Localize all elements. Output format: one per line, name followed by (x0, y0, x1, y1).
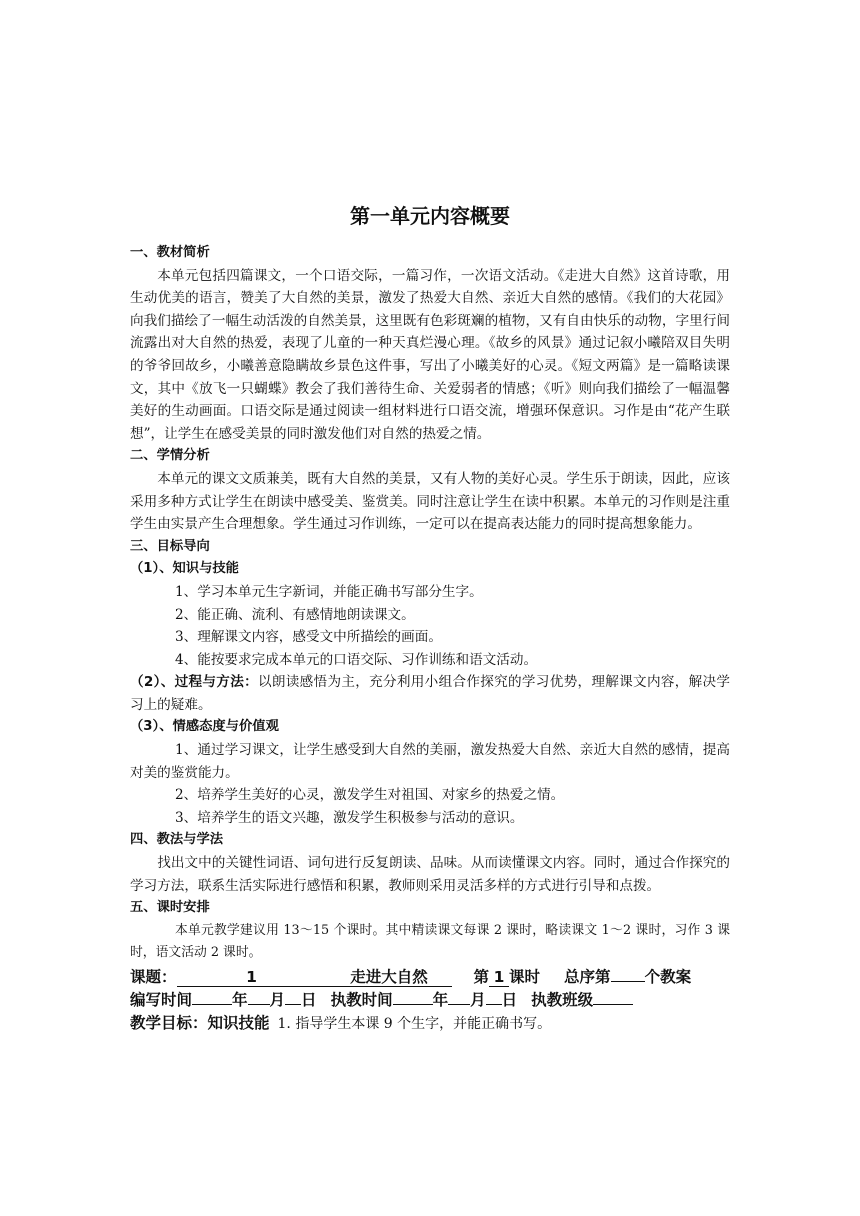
goal-emotion-heading: （3）、情感态度与价值观 (130, 719, 279, 735)
section-schedule-paragraph: 本单元教学建议用 13～15 个课时。其中精读课文每课 2 课时，略读课文 1～2 课时，习作 3 课时，语文活动 2 课时。 (130, 922, 730, 960)
goal-knowledge-heading: （1）、知识与技能 (130, 561, 239, 577)
section-heading-schedule: 五、课时安排 (130, 900, 210, 916)
section-heading-students: 二、学情分析 (130, 448, 210, 464)
goal-label: 教学目标：知识技能 (130, 1013, 270, 1032)
goal-process-paragraph (130, 671, 730, 716)
document-body (130, 242, 730, 1036)
goal-knowledge-item: 2、能正确、流利、有感情地朗读课文。 (175, 606, 415, 623)
section-heading-methods: 四、教法与学法 (130, 832, 224, 848)
teach-time-label: 执教时间 (330, 990, 393, 1009)
page-title: 第一单元内容概要 (350, 204, 510, 228)
write-year-label: 年 (232, 990, 248, 1009)
teach-day-blank (486, 1004, 502, 1005)
section-methods-paragraph: 找出文中的关键性词语、词句进行反复朗读、品味。从而读懂课文内容。同时，通过合作探究的学习方法，联系生活实际进行感悟和积累，教师则采用灵活多样的方式进行引导和点拨。 (130, 855, 730, 894)
write-year-blank (192, 1004, 232, 1005)
teach-day-label: 日 (501, 990, 518, 1009)
goal-text: 1. 指导学生本课 9 个生字，并能正确书写。 (277, 1015, 552, 1032)
goal-process-label: （2）、过程与方法： (130, 674, 258, 691)
goal-emotion-item: 1、通过学习课文，让学生感受到大自然的美丽，激发热爱大自然、亲近大自然的感情，提高对美的鉴赏能力。 (130, 742, 730, 781)
section-heading-goals: 三、目标导向 (130, 538, 210, 554)
lesson-order-prefix: 第 (473, 967, 490, 986)
section-textbook-paragraph: 本单元包括四篇课文，一个口语交际，一篇习作，一次语文活动。《走进大自然》这首诗歌，用生动优美的语言，赞美了大自然的美景，激发了热爱大自然、亲近大自然的感情。《我们的大花园》向我们描绘了一幅生动活泼的自然美景，这里既有色彩斑斓的植物，又有自由快乐的动物，字里行间流露出对大自然的热爱，表现了儿童的一种天真烂漫心理。《故乡的风景》通过记叙小曦陪双目失明的爷爷回故乡，小曦善意隐瞒故乡景色这件事，写出了小曦美好的心灵。《短文两篇》是一篇略读课文，其中《放飞一只蝴蝶》教会了我们善待生命、关爱弱者的情感；《听》则向我们描绘了一幅温馨美好的生动画面。口语交际是通过阅读一组材料进行口语交流，增强环保意识。习作是由“花产生联想”，让学生在感受美景的同时激发他们对自然的热爱之情。 (130, 267, 730, 442)
lesson-sequence-prefix: 总序第 (564, 967, 611, 986)
goal-knowledge-item: 3、理解课文内容，感受文中所描绘的画面。 (175, 629, 442, 646)
teach-year-blank (393, 1004, 433, 1005)
goal-emotion-item: 3、培养学生的语文兴趣，激发学生积极参与活动的意识。 (175, 809, 524, 826)
lesson-order-suffix: 课时 (509, 967, 541, 986)
write-month-blank (248, 1004, 270, 1005)
goal-knowledge-item: 1、学习本单元生字新词，并能正确书写部分生字。 (175, 583, 483, 600)
lesson-label: 课题： (130, 967, 177, 986)
lesson-sequence-blank (611, 981, 645, 982)
lesson-title-line (130, 966, 730, 989)
teach-class-blank (593, 1004, 633, 1005)
write-month-label: 月 (269, 990, 286, 1009)
goal-emotion-item: 2、培养学生美好的心灵，激发学生对祖国、对家乡的热爱之情。 (175, 787, 565, 804)
teach-month-label: 月 (470, 990, 486, 1009)
section-students-paragraph: 本单元的课文文质兼美，既有大自然的美景，又有人物的美好心灵。学生乐于朗读，因此，应该采用多种方式让学生在朗读中感受美、鉴赏美。同时注意让学生在读中积累。本单元的习作则是注重学生由实景产生合理想象。学生通过习作训练，一定可以在提高表达能力的同时提高想象能力。 (130, 470, 730, 533)
lesson-number: 1 (177, 968, 327, 987)
teach-class-label: 执教班级 (531, 990, 594, 1009)
lesson-name: 走进大自然 (327, 968, 452, 987)
write-time-label: 编写时间 (130, 990, 193, 1009)
lesson-order-value: 1 (489, 968, 509, 987)
goal-knowledge-item: 4、能按要求完成本单元的口语交际、习作训练和语文活动。 (175, 651, 538, 668)
teach-month-blank (448, 1004, 470, 1005)
section-heading-textbook: 一、教材简析 (130, 245, 210, 260)
write-day-blank (285, 1004, 301, 1005)
lesson-sequence-suffix: 个教案 (644, 967, 692, 986)
goal-process-text: 以朗读感悟为主，充分利用小组合作探究的学习优势，理解课文内容，解决学习上的疑难。 (130, 674, 730, 713)
lesson-time-line (130, 989, 730, 1012)
lesson-goal-line (130, 1012, 730, 1036)
teach-year-label: 年 (432, 990, 449, 1009)
write-day-label: 日 (301, 990, 317, 1009)
